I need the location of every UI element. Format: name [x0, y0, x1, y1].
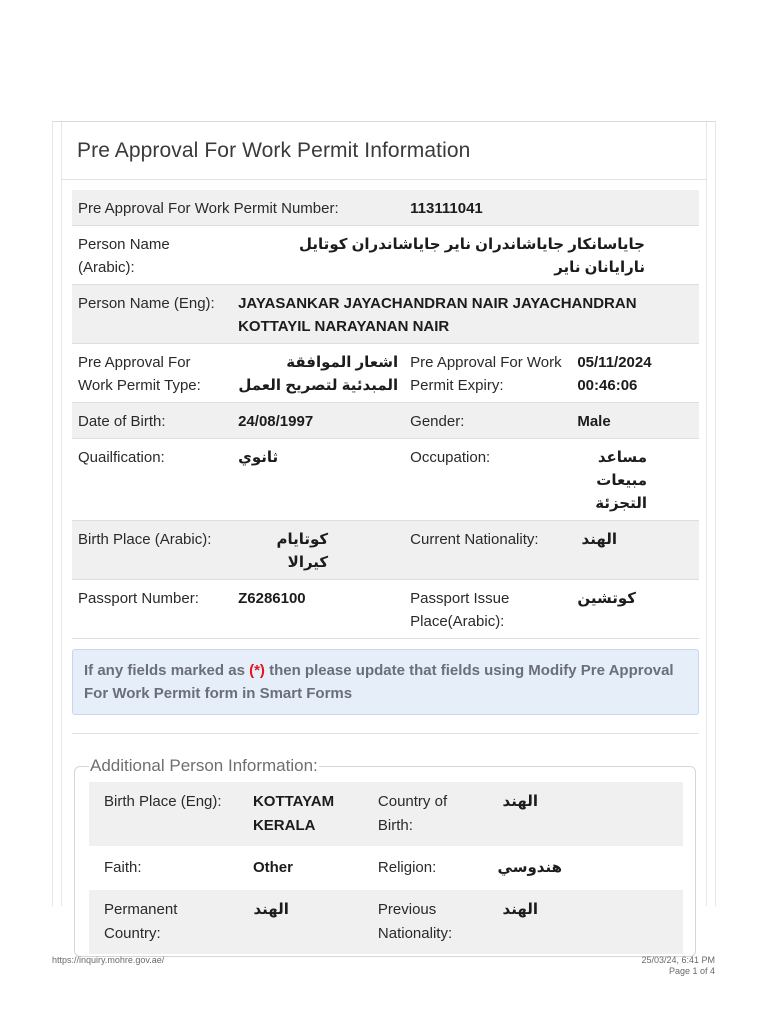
dob-label: Date of Birth:: [72, 403, 232, 439]
nationality-label: Current Nationality:: [404, 521, 571, 580]
gender-label: Gender:: [404, 403, 571, 439]
permit-expiry-label: Pre Approval For Work Permit Expiry:: [404, 344, 571, 403]
footer-url: https://inquiry.mohre.gov.ae/: [52, 955, 165, 965]
section-divider: [72, 733, 699, 734]
table-row: [89, 889, 683, 955]
occupation-value: مساعد مبيعات التجزئة: [571, 439, 699, 521]
footer-meta: [641, 955, 715, 977]
table-row: [72, 580, 699, 639]
permit-expiry-value: 05/11/2024 00:46:06: [571, 344, 699, 403]
dob-value: 24/08/1997: [232, 403, 404, 439]
religion-label: Religion:: [363, 847, 483, 889]
permit-type-label: Pre Approval For Work Permit Type:: [72, 344, 232, 403]
update-fields-alert: [72, 649, 699, 715]
religion-value: هندوسي: [483, 847, 683, 889]
table-row: [72, 344, 699, 403]
nationality-value: الهند: [571, 521, 699, 580]
footer-datetime: 25/03/24, 6:41 PM: [641, 955, 715, 965]
permit-info-card: [52, 121, 716, 942]
card-title: Pre Approval For Work Permit Information: [77, 138, 471, 162]
table-row: [72, 285, 699, 344]
country-of-birth-label: Country of Birth:: [363, 782, 483, 847]
card-inner: [61, 122, 707, 942]
passport-place-label: Passport Issue Place(Arabic):: [404, 580, 571, 639]
permit-info-table: [72, 190, 699, 639]
qualification-value: ثانوي: [232, 439, 404, 521]
permanent-country-value: الهند: [238, 889, 363, 955]
passport-label: Passport Number:: [72, 580, 232, 639]
birth-place-english-label: Birth Place (Eng):: [89, 782, 238, 847]
faith-label: Faith:: [89, 847, 238, 889]
country-of-birth-value: الهند: [483, 782, 683, 847]
card-header: [62, 122, 706, 180]
gender-value: Male: [571, 403, 699, 439]
birth-place-english-value: KOTTAYAM KERALA: [238, 782, 363, 847]
qualification-label: Quailfication:: [72, 439, 232, 521]
passport-place-value: كوتشين: [571, 580, 699, 639]
passport-value: Z6286100: [232, 580, 404, 639]
name-arabic-label: Person Name (Arabic):: [72, 226, 232, 285]
table-row: [72, 403, 699, 439]
name-arabic-value: جاياسانكار جاياشاندران ناير جاياشاندران كوتايل نارايانان ناير: [232, 226, 699, 285]
permanent-country-label: Permanent Country:: [89, 889, 238, 955]
previous-nationality-label: Previous Nationality:: [363, 889, 483, 955]
additional-info-fieldset: [74, 756, 696, 957]
birth-place-arabic-label: Birth Place (Arabic):: [72, 521, 232, 580]
permit-number-label: Pre Approval For Work Permit Number:: [72, 190, 404, 226]
card-body: [62, 180, 706, 957]
occupation-label: Occupation:: [404, 439, 571, 521]
permit-type-value: اشعار الموافقة المبدئية لتصريح العمل: [232, 344, 404, 403]
additional-info-table: [89, 782, 683, 956]
table-row: [89, 782, 683, 847]
required-marker: (*): [249, 662, 265, 679]
alert-suffix: then please update that fields using Modify Pre Approval For Work Permit form in Smart Forms: [84, 662, 674, 702]
name-english-label: Person Name (Eng):: [72, 285, 232, 344]
permit-number-value: 113111041: [404, 190, 699, 226]
previous-nationality-value: الهند: [483, 889, 683, 955]
table-row: [72, 521, 699, 580]
additional-info-legend: Additional Person Information:: [90, 756, 318, 775]
table-row: [72, 226, 699, 285]
table-row: [72, 439, 699, 521]
faith-value: Other: [238, 847, 363, 889]
table-row: [89, 847, 683, 889]
footer-page-number: Page 1 of 4: [668, 966, 715, 976]
table-row: [72, 190, 699, 226]
alert-prefix: If any fields marked as: [84, 662, 245, 679]
name-english-value: JAYASANKAR JAYACHANDRAN NAIR JAYACHANDRAN KOTTAYIL NARAYANAN NAIR: [232, 285, 699, 344]
birth-place-arabic-value: كوتايام كيرالا: [232, 521, 404, 580]
